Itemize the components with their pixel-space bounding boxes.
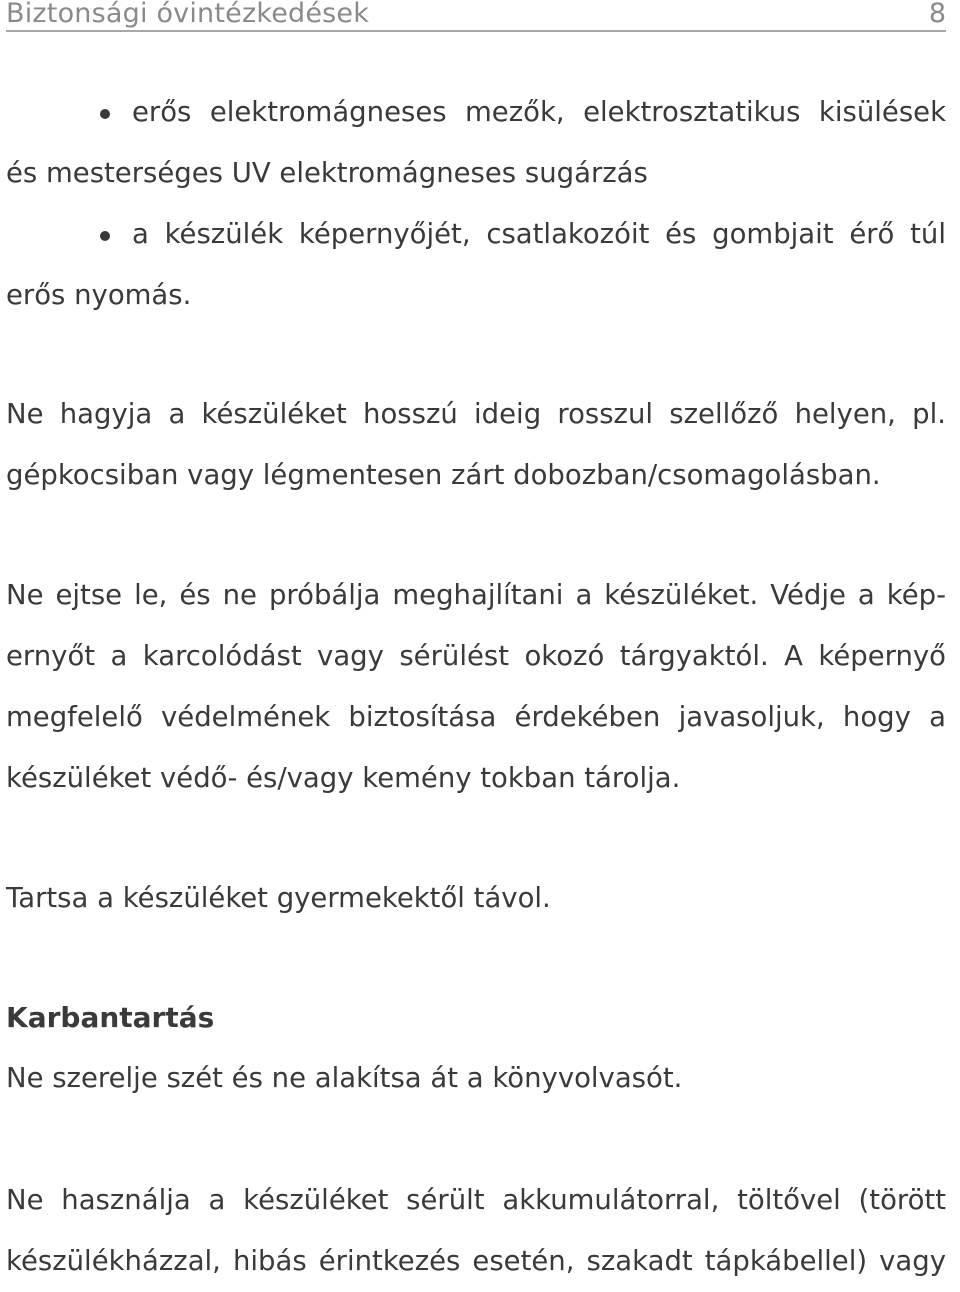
paragraph-drop [6,565,946,809]
paragraph-children [6,868,946,929]
bullet-icon [100,231,110,241]
list-item-line: a készülék képernyőjét, csatlakozóit és gombjait érő túl [132,218,946,250]
paragraph-line: Ne hagyja a készüléket hosszú ideig rosszul szellőző helyen, pl. [6,398,946,430]
list-item [6,204,946,326]
paragraph-battery [6,1170,946,1292]
paragraph-line: gépkocsiban vagy légmentesen zárt dobozban/csomagolásban. [6,459,881,491]
paragraph-line: készüléket védő- és/vagy kemény tokban tárolja. [6,762,681,794]
page-number: 8 [928,0,946,29]
paragraph-line: ernyőt a karcolódást vagy sérülést okozó tárgyaktól. A képernyő [6,640,946,672]
paragraph-ventilation [6,384,946,506]
paragraph-line: Ne szerelje szét és ne alakítsa át a könyvolvasót. [6,1062,683,1094]
paragraph-line: Tartsa a készüléket gyermekektől távol. [6,882,551,914]
list-item-line: erős elektromágneses mezők, elektrosztatikus kisülések [132,96,946,128]
list-item [6,82,946,204]
page-header [6,0,946,32]
paragraph-line: Ne ejtse le, és ne próbálja meghajlítani a készüléket. Védje a kép- [6,579,946,611]
paragraph-line: megfelelő védelmének biztosítása érdekében javasoljuk, hogy a [6,701,946,733]
list-item-line: erős nyomás. [6,279,192,311]
section-title: Biztonsági óvintézkedések [6,0,370,29]
bullet-icon [100,109,110,119]
section-heading: Karbantartás [6,1001,215,1034]
paragraph-line: Ne használja a készüléket sérült akkumulátorral, töltővel (törött [6,1184,946,1216]
list-item-line: és mesterséges UV elektromágneses sugárzás [6,157,648,189]
paragraph-maintenance [6,1048,946,1109]
paragraph-line: készülékházzal, hibás érintkezés esetén, szakadt tápkábellel) vagy [6,1245,946,1277]
